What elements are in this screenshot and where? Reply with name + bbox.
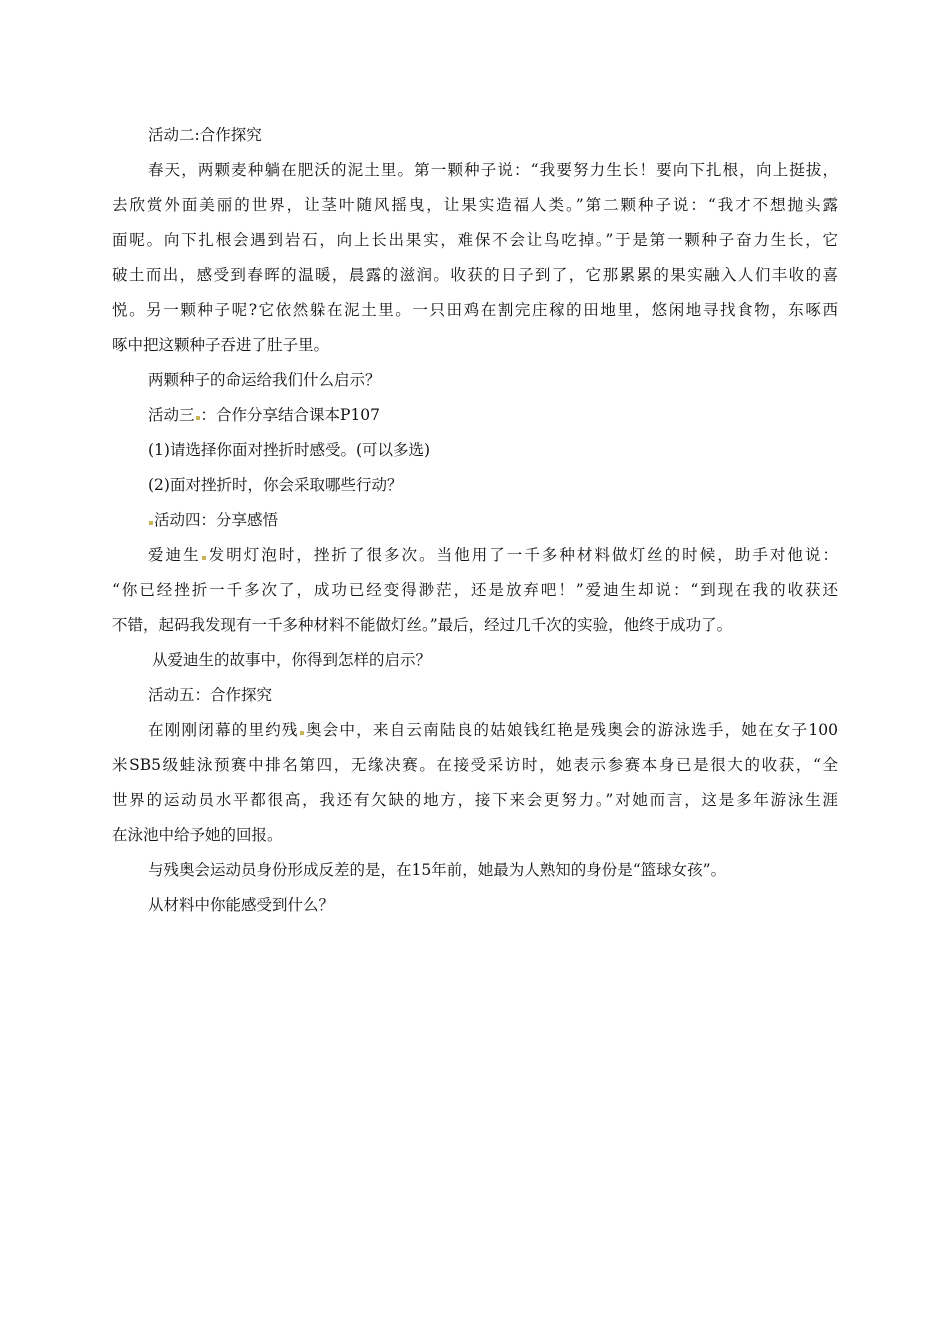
edit-mark-icon (202, 556, 206, 560)
edit-mark-icon (300, 731, 304, 735)
swimmer-story-line-1 (112, 713, 838, 748)
seed-story-line-2: 去欣赏外面美丽的世界，让茎叶随风摇曳，让果实造福人类。”第二颗种子说：“我才不想抛头露 (112, 196, 838, 214)
activity-three-title: 活动三 (148, 406, 195, 424)
activity-two-heading: 活动二:合作探究 (148, 126, 262, 144)
activity-three-item-1: (1)请选择你面对挫折时感受。(可以多选) (148, 441, 431, 459)
activity-four-heading (112, 503, 838, 538)
seed-question: 两颗种子的命运给我们什么启示？ (148, 371, 381, 389)
swimmer-story-line-3: 世界的运动员水平都很高，我还有欠缺的地方，接下来会更努力。”对她而言，这是多年游泳生涯 (112, 791, 838, 809)
swimmer-story-line-2: 米SB5级蛙泳预赛中排名第四，无缘决赛。在接受采访时，她表示参赛本身已是很大的收获，“全 (112, 756, 838, 774)
seed-story-line-1: 春天，两颗麦种躺在肥沃的泥土里。第一颗种子说：“我要努力生长！要向下扎根，向上挺拔， (148, 161, 838, 179)
edison-name: 爱迪生 (148, 546, 201, 564)
seed-story-line-3: 面呢。向下扎根会遇到岩石，向上长出果实，难保不会让鸟吃掉。”于是第一颗种子奋力生长，它 (112, 231, 838, 249)
seed-story-line-4: 破土而出，感受到春晖的温暖，晨露的滋润。收获的日子到了，它那累累的果实融入人们丰收的喜 (112, 266, 838, 284)
swimmer-story-line-4: 在泳池中给予她的回报。 (112, 826, 283, 844)
edit-mark-icon (196, 416, 200, 420)
edison-story-text: 发明灯泡时，挫折了很多次。当他用了一千多种材料做灯丝的时候，助手对他说： (206, 546, 838, 564)
edison-story-line-1 (112, 538, 838, 573)
document-body (112, 118, 838, 923)
activity-three-item-2: (2)面对挫折时，你会采取哪些行动？ (148, 476, 403, 494)
seed-story-line-5: 悦。另一颗种子呢?它依然躲在泥土里。一只田鸡在割完庄稼的田地里，悠闲地寻找食物，东啄西 (112, 301, 838, 319)
edison-story-line-2: “你已经挫折一千多次了，成功已经变得渺茫，还是放弃吧！”爱迪生却说：“到现在我的收获还 (112, 581, 838, 599)
edit-mark-icon (149, 521, 153, 525)
edison-story-line-3: 不错，起码我发现有一千多种材料不能做灯丝。”最后，经过几千次的实验，他终于成功了。 (112, 616, 733, 634)
activity-three-heading (112, 398, 838, 433)
swimmer-contrast: 与残奥会运动员身份形成反差的是，在15年前，她最为人熟知的身份是“篮球女孩”。 (148, 861, 727, 879)
swimmer-story-start: 在刚刚闭幕的里约残 (148, 721, 299, 739)
edison-question: 从爱迪生的故事中，你得到怎样的启示？ (152, 651, 432, 669)
swimmer-question: 从材料中你能感受到什么？ (148, 896, 335, 914)
seed-story-line-6: 啄中把这颗种子吞进了肚子里。 (112, 336, 330, 354)
swimmer-story-rest: 奥会中，来自云南陆良的姑娘钱红艳是残奥会的游泳选手，她在女子100 (304, 721, 838, 739)
activity-four-title: 活动四：分享感悟 (154, 511, 279, 529)
activity-five-heading: 活动五：合作探究 (148, 686, 273, 704)
activity-three-subtitle: ：合作分享结合课本P107 (200, 406, 381, 424)
